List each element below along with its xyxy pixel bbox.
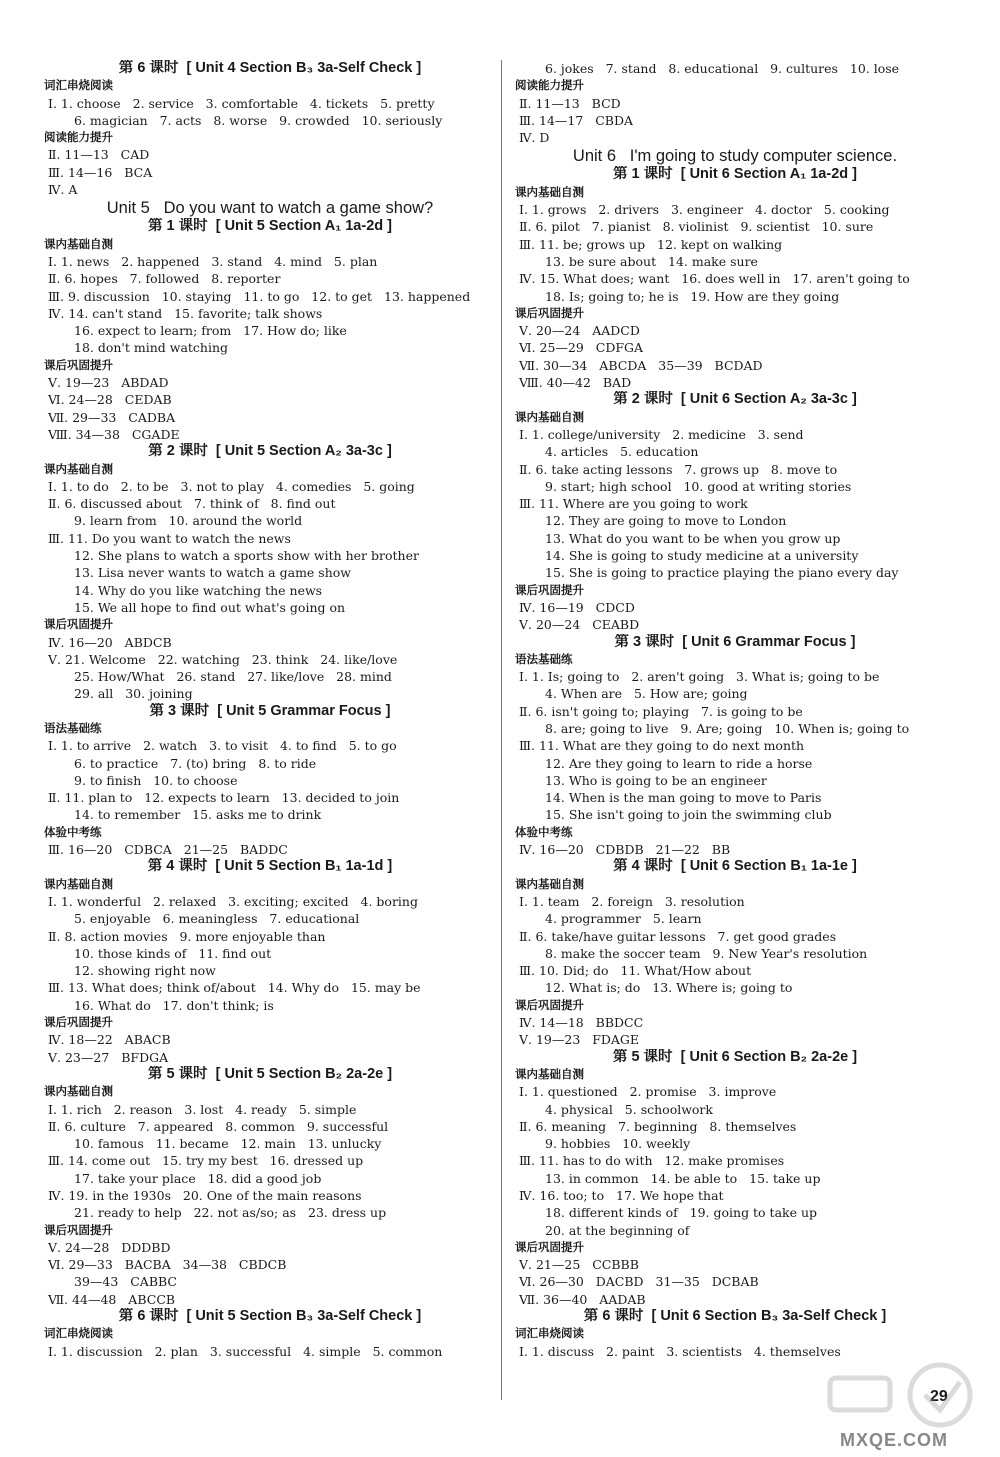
section-label: 阅读能力提升 (44, 130, 113, 145)
answer-line: Ⅵ. 26—30 DACBD 31—35 DCBAB (519, 1274, 759, 1290)
answer-line: Ⅰ. 1. Is; going to 2. aren't going 3. What is; going to be (519, 669, 880, 685)
answer-line: Ⅱ. 6. meaning 7. beginning 8. themselves (519, 1118, 797, 1134)
lesson-title: 第 4 课时 [ Unit 6 Section B₁ 1a-1e ] (613, 858, 857, 875)
answer-line: Ⅳ. 15. What does; want 16. does well in 17. aren't going to (519, 271, 910, 287)
lesson-title: 第 5 课时 [ Unit 6 Section B₂ 2a-2e ] (612, 1048, 858, 1065)
section-label: 课后巩固提升 (44, 617, 113, 632)
section-label: 体验中考练 (515, 824, 573, 839)
answer-line: Ⅴ. 19—23 FDAGE (519, 1032, 640, 1048)
answer-line: Ⅲ. 11. Do you want to watch the news (48, 530, 291, 546)
answer-line: Ⅰ. 1. questioned 2. promise 3. improve (519, 1084, 777, 1100)
answer-line: 9. hobbies 10. weekly (545, 1136, 691, 1152)
answer-line: Ⅳ. 16—19 CDCD (519, 599, 635, 615)
lesson-title: 第 6 课时 [ Unit 4 Section B₃ 3a-Self Check ] (118, 60, 422, 76)
lesson-title: 第 1 课时 [ Unit 5 Section A₁ 1a-2d ] (148, 218, 392, 235)
answer-line: Ⅰ. 1. discuss 2. paint 3. scientists 4. themselves (519, 1343, 841, 1359)
section-label: 课内基础自测 (515, 184, 584, 199)
answer-line: 9. start; high school 10. good at writing stories (545, 478, 852, 494)
answer-line: Ⅳ. 19. in the 1930s 20. One of the main reasons (48, 1188, 362, 1203)
answer-line: Ⅴ. 20—24 AADCD (519, 323, 640, 339)
answer-line: Ⅴ. 19—23 ABDAD (48, 375, 169, 391)
section-label: 课后巩固提升 (515, 305, 584, 320)
answer-line: Ⅱ. 6. culture 7. appeared 8. common 9. successful (48, 1118, 389, 1134)
answer-line: 6. to practice 7. (to) bring 8. to ride (74, 755, 317, 771)
answer-line: Ⅶ. 44—48 ABCCB (48, 1291, 176, 1307)
answer-line: 13. be sure about 14. make sure (545, 253, 758, 269)
answer-line: Ⅳ. A (48, 182, 78, 198)
section-label: 课后巩固提升 (44, 1222, 113, 1237)
section-label: 语法基础练 (44, 720, 102, 735)
answer-line: Ⅷ. 34—38 CGADE (48, 426, 180, 442)
section-label: 词汇串烧阅读 (44, 78, 113, 93)
answer-line: 39—43 CABBC (74, 1274, 177, 1290)
answer-line: Ⅴ. 21. Welcome 22. watching 23. think 24. like/love (48, 651, 398, 667)
section-label: 词汇串烧阅读 (515, 1326, 584, 1341)
answer-line: Ⅲ. 11. has to do with 12. make promises (519, 1153, 785, 1169)
answer-line: Ⅳ. 14—18 BBDCC (519, 1015, 644, 1031)
answer-line: 17. take your place 18. did a good job (74, 1170, 322, 1186)
answer-line: 20. at the beginning of (545, 1222, 690, 1238)
answer-line: 14. to remember 15. asks me to drink (74, 807, 322, 823)
answer-line: 25. How/What 26. stand 27. like/love 28. mind (74, 669, 392, 685)
answer-line: 8. make the soccer team 9. New Year's resolution (545, 945, 868, 961)
section-label: 课后巩固提升 (44, 357, 113, 372)
watermark-text: MXQE.COM (840, 1430, 949, 1450)
lesson-title: 第 6 课时 [ Unit 5 Section B₃ 3a-Self Check ] (118, 1308, 422, 1325)
answer-line: Ⅱ. 11—13 CAD (48, 147, 150, 163)
answer-line: 4. articles 5. education (545, 444, 699, 460)
page-number: 29 (930, 1388, 948, 1405)
answer-line: Ⅴ. 23—27 BFDGA (48, 1049, 169, 1065)
lesson-title: 第 2 课时 [ Unit 5 Section A₂ 3a-3c ] (148, 443, 392, 460)
answer-line: Ⅳ. D (519, 130, 550, 146)
section-label: 课后巩固提升 (44, 1015, 113, 1030)
answer-line: 14. When is the man going to move to Paris (545, 790, 822, 806)
answer-line: 12. What is; do 13. Where is; going to (545, 980, 793, 996)
answer-line: 14. She is going to study medicine at a university (545, 548, 859, 564)
answer-line: Ⅶ. 30—34 ABCDA 35—39 BCDAD (519, 357, 763, 373)
lesson-title: 第 2 课时 [ Unit 6 Section A₂ 3a-3c ] (613, 391, 857, 408)
answer-line: Ⅰ. 1. grows 2. drivers 3. engineer 4. doctor 5. cooking (519, 202, 890, 218)
section-label: 课内基础自测 (44, 876, 113, 891)
answer-line: Ⅵ. 29—33 BACBA 34—38 CBDCB (48, 1257, 287, 1273)
answer-line: 13. What do you want to be when you grow up (545, 530, 841, 546)
answer-line: Ⅳ. 18—22 ABACB (48, 1032, 171, 1048)
answer-line: Ⅴ. 21—25 CCBBB (519, 1257, 639, 1273)
answer-line: Ⅶ. 36—40 AADAB (519, 1291, 646, 1307)
answer-line: Ⅵ. 24—28 CEDAB (48, 392, 172, 408)
answer-line: Ⅲ. 10. Did; do 11. What/How about (519, 963, 752, 979)
answer-line: 13. Who is going to be an engineer (545, 772, 767, 788)
answer-line: 15. She isn't going to join the swimming club (545, 807, 832, 823)
section-label: 课内基础自测 (515, 409, 584, 424)
answer-line: 16. What do 17. don't think; is (74, 997, 274, 1013)
answer-line: 13. Lisa never wants to watch a game show (74, 565, 351, 581)
answer-line: 4. physical 5. schoolwork (545, 1101, 713, 1117)
answer-line: Ⅱ. 6. discussed about 7. think of 8. find out (48, 496, 336, 512)
answer-line: Ⅵ. 25—29 CDFGA (519, 340, 644, 356)
section-label: 课后巩固提升 (515, 582, 584, 597)
answer-line: 6. magician 7. acts 8. worse 9. crowded 10. seriously (74, 112, 443, 128)
answer-line: Ⅲ. 13. What does; think of/about 14. Why do 15. may be (48, 980, 421, 996)
answer-line: Ⅲ. 14—17 CBDA (519, 112, 634, 128)
lesson-title: 第 4 课时 [ Unit 5 Section B₁ 1a-1d ] (147, 858, 393, 875)
answer-line: Ⅰ. 1. wonderful 2. relaxed 3. exciting; excited 4. boring (48, 893, 418, 909)
lesson-title: 第 3 课时 [ Unit 6 Grammar Focus ] (614, 633, 856, 650)
answer-line: Ⅱ. 6. take/have guitar lessons 7. get good grades (519, 928, 837, 944)
answer-line: 18. Is; going to; he is 19. How are they going (545, 288, 840, 304)
section-label: 阅读能力提升 (515, 78, 584, 93)
answer-line: Ⅳ. 14. can't stand 15. favorite; talk shows (48, 305, 323, 321)
answer-line: 13. in common 14. be able to 15. take up (545, 1170, 821, 1186)
answer-line: Ⅳ. 16—20 ABDCB (48, 634, 172, 650)
column-divider (501, 60, 502, 1400)
answer-line: 16. expect to learn; from 17. How do; like (74, 323, 347, 339)
answer-line: Ⅷ. 40—42 BAD (519, 375, 632, 391)
unit-heading: Unit 5 Do you want to watch a game show? (106, 199, 434, 218)
answer-line: 9. to finish 10. to choose (74, 772, 238, 788)
answer-line: Ⅰ. 1. to arrive 2. watch 3. to visit 4. to find 5. to go (48, 738, 397, 754)
answer-line: 10. famous 11. became 12. main 13. unlucky (74, 1136, 382, 1152)
answer-line: Ⅰ. 1. discussion 2. plan 3. successful 4. simple 5. common (48, 1343, 443, 1359)
answer-line: Ⅰ. 1. news 2. happened 3. stand 4. mind 5. plan (48, 253, 378, 269)
answer-line: 4. When are 5. How are; going (545, 686, 748, 702)
answer-line: Ⅲ. 9. discussion 10. staying 11. to go 12. to get 13. happened (48, 288, 471, 304)
lesson-title: 第 3 课时 [ Unit 5 Grammar Focus ] (149, 702, 391, 719)
answer-line: Ⅲ. 14—16 BCA (48, 164, 153, 180)
answer-line: Ⅱ. 6. isn't going to; playing 7. is going to be (519, 703, 803, 719)
answer-line: Ⅲ. 14. come out 15. try my best 16. dressed up (48, 1153, 364, 1169)
section-label: 课后巩固提升 (515, 1239, 584, 1254)
answer-line: Ⅱ. 8. action movies 9. more enjoyable than (48, 928, 326, 944)
answer-line: Ⅲ. 16—20 CDBCA 21—25 BADDC (48, 842, 288, 858)
answer-line: 21. ready to help 22. not as/so; as 23. dress up (74, 1205, 387, 1221)
section-label: 语法基础练 (515, 651, 573, 666)
right-column (515, 60, 955, 1360)
answer-line: Ⅲ. 11. What are they going to do next month (519, 738, 805, 754)
answer-line: 12. They are going to move to London (545, 513, 787, 529)
unit-heading: Unit 6 I'm going to study computer science. (572, 147, 898, 166)
answer-line: 18. don't mind watching (74, 340, 229, 356)
answer-line: 8. are; going to live 9. Are; going 10. When is; going to (545, 720, 910, 736)
section-label: 课内基础自测 (515, 1066, 584, 1081)
answer-line: 6. jokes 7. stand 8. educational 9. cultures 10. lose (545, 61, 900, 76)
answer-line: Ⅴ. 24—28 DDDBD (48, 1239, 171, 1255)
section-label: 词汇串烧阅读 (44, 1326, 113, 1341)
answer-line: Ⅱ. 11—13 BCD (519, 95, 621, 111)
section-label: 体验中考练 (44, 824, 102, 839)
answer-line: Ⅱ. 6. take acting lessons 7. grows up 8. move to (519, 461, 838, 477)
section-label: 课内基础自测 (44, 1084, 113, 1099)
answer-line: 12. showing right now (74, 963, 216, 979)
answer-line: 14. Why do you like watching the news (74, 582, 323, 598)
left-column (44, 60, 496, 1360)
answer-line: Ⅲ. 11. be; grows up 12. kept on walking (519, 236, 783, 252)
answer-line: 4. programmer 5. learn (545, 911, 702, 927)
answer-line: 15. She is going to practice playing the piano every day (545, 565, 899, 581)
answer-line: Ⅰ. 1. college/university 2. medicine 3. send (519, 426, 804, 442)
section-label: 课后巩固提升 (515, 997, 584, 1012)
answer-line: 12. Are they going to learn to ride a horse (545, 755, 813, 771)
answer-line: Ⅲ. 11. Where are you going to work (519, 496, 748, 512)
answer-line: Ⅰ. 1. rich 2. reason 3. lost 4. ready 5. simple (48, 1101, 357, 1117)
answer-line: Ⅶ. 29—33 CADBA (48, 409, 176, 425)
answer-line: Ⅳ. 16—20 CDBDB 21—22 BB (519, 842, 731, 858)
answer-line: Ⅴ. 20—24 CEABD (519, 617, 640, 633)
section-label: 课内基础自测 (44, 236, 113, 251)
answer-line: Ⅱ. 6. hopes 7. followed 8. reporter (48, 271, 281, 287)
answer-line: 18. different kinds of 19. going to take up (545, 1205, 818, 1221)
answer-line: Ⅱ. 6. pilot 7. pianist 8. violinist 9. scientist 10. sure (519, 219, 874, 235)
answer-line: 9. learn from 10. around the world (74, 513, 303, 529)
lesson-title: 第 5 课时 [ Unit 5 Section B₂ 2a-2e ] (147, 1065, 393, 1082)
section-label: 课内基础自测 (515, 876, 584, 891)
answer-line: Ⅰ. 1. team 2. foreign 3. resolution (519, 893, 745, 909)
answer-line: 5. enjoyable 6. meaningless 7. educational (74, 911, 360, 927)
answer-line: 12. She plans to watch a sports show with her brother (74, 548, 419, 564)
answer-line: 15. We all hope to find out what's going on (74, 599, 346, 615)
answer-line: 10. those kinds of 11. find out (74, 945, 272, 961)
section-label: 课内基础自测 (44, 461, 113, 476)
answer-line: Ⅰ. 1. choose 2. service 3. comfortable 4. tickets 5. pretty (48, 95, 435, 111)
answer-line: Ⅳ. 16. too; to 17. We hope that (519, 1188, 724, 1203)
lesson-title: 第 1 课时 [ Unit 6 Section A₁ 1a-2d ] (613, 166, 857, 183)
lesson-title: 第 6 课时 [ Unit 6 Section B₃ 3a-Self Check ] (583, 1308, 887, 1325)
answer-line: Ⅱ. 11. plan to 12. expects to learn 13. decided to join (48, 790, 400, 806)
answer-line: 29. all 30. joining (74, 686, 193, 702)
answer-line: Ⅰ. 1. to do 2. to be 3. not to play 4. comedies 5. going (48, 478, 415, 494)
